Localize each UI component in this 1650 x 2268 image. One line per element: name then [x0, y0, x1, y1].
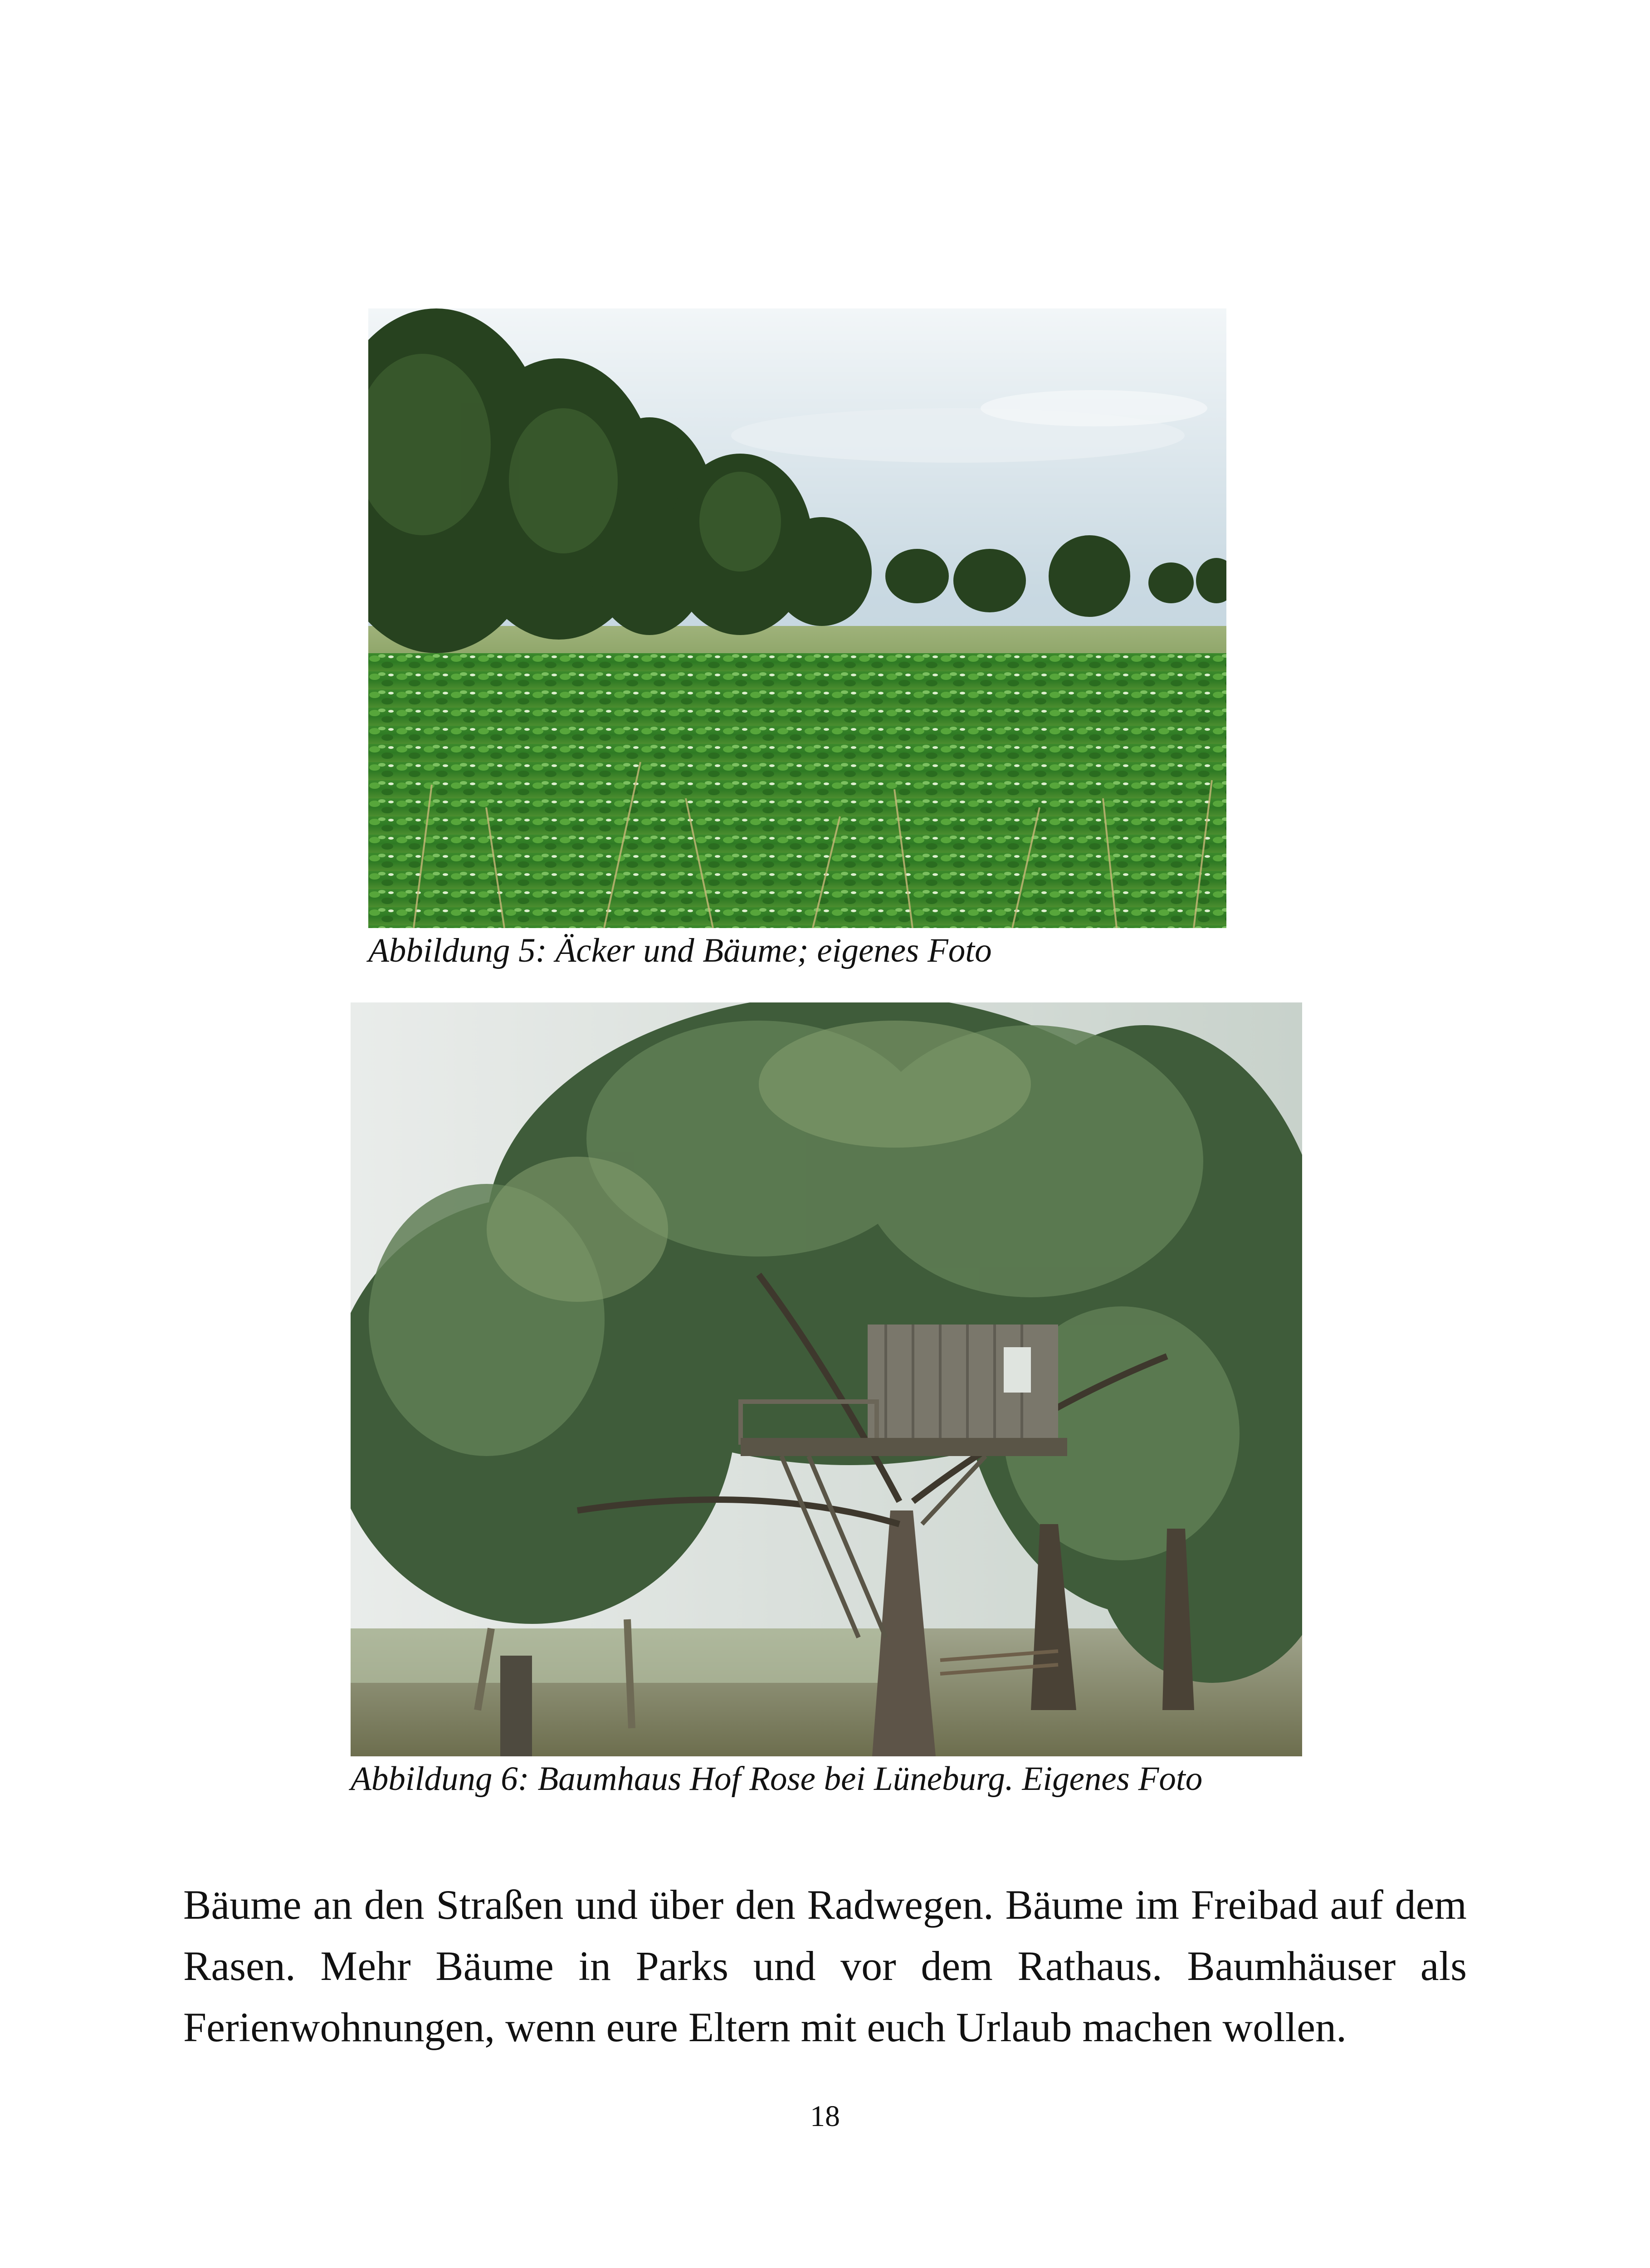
page-number: 18: [810, 2100, 840, 2133]
photo-fields-and-trees-image: [368, 308, 1226, 928]
photo-treehouse: [351, 1002, 1302, 1756]
body-paragraph: Bäume an den Straßen und über den Radwegen. Bäume im Freibad auf dem Rasen. Mehr Bäume in Parks und vor dem Rathaus. Baumhäuser als Ferienwohnungen, wenn eure Eltern mit euch Urlaub machen wollen.: [183, 1882, 1467, 2050]
photo-treehouse-image: [351, 1002, 1302, 1756]
photo-fields-and-trees: [368, 308, 1226, 928]
figure-6-caption: Abbildung 6: Baumhaus Hof Rose bei Lüneburg. Eigenes Foto: [351, 1760, 1203, 1798]
figure-5-caption: Abbildung 5: Äcker und Bäume; eigenes Foto: [368, 932, 992, 969]
